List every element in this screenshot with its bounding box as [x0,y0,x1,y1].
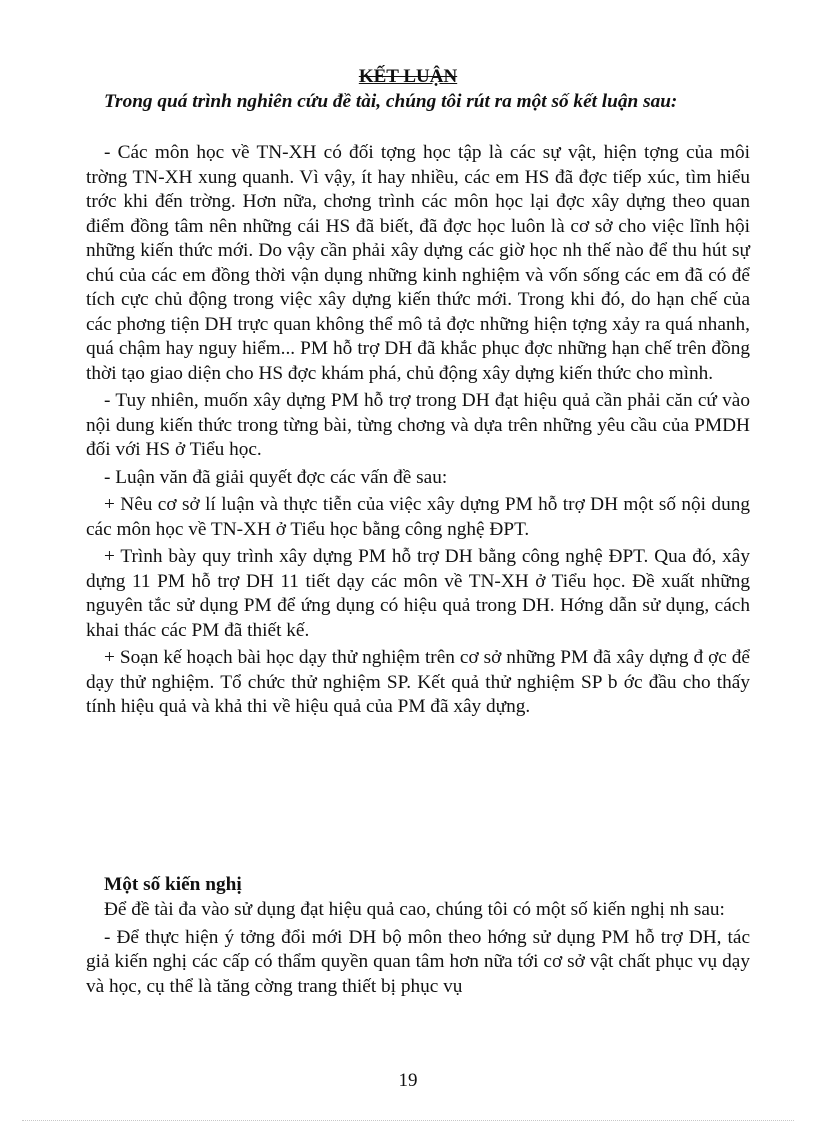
recommendation-paragraph: Để đề tài đa vào sử dụng đạt hiệu quả cao, chúng tôi có một số kiến nghị nh sau: [104,899,725,920]
conclusion-paragraph: + Trình bày quy trình xây dựng PM hỗ trợ DH bằng công nghệ ĐPT. Qua đó, xây dựng 11 PM hỗ trợ DH 11 tiết dạy các môn về TN-XH ở Tiểu học. Đề xuất những nguyên tắc sử dụng PM để ứng dụng có hiệu quả trong DH. Hớng dẫn sử dụng, cách khai thác các PM đã thiết kế. [86,546,750,641]
recommendations-section [86,898,750,1002]
page-title: KẾT LUẬN [358,66,458,87]
intro-paragraph: Trong quá trình nghiên cứu đề tài, chúng tôi rút ra một số kết luận sau: [104,91,678,112]
conclusion-paragraph: - Luận văn đã giải quyết đợc các vấn đề sau: [104,466,448,488]
conclusion-paragraph: - Các môn học về TN-XH có đối tợng học tập là các sự vật, hiện tợng của môi trờng TN-XH xung quanh. Vì vậy, ít hay nhiều, các em HS đã đợc tiếp xúc, tìm hiểu trớc khi đến trờng. Hơn nữa, chơng trình các môn học lại đợc xây dựng theo quan điểm đồng tâm nên những cái HS đã biết, đã đợc học luôn là cơ sở cho việc lĩnh hội những kiến thức mới. Do vậy cần phải xây dựng các giờ học nh thế nào để thu hút sự chú của các em đồng thời vận dụng những kinh nghiệm và vốn sống các em đã có để tích cực chủ động trong việc xây dựng kiến thức mới. Trong khi đó, do hạn chế của các phơng tiện DH trực quan không thể mô tả đợc những hiện tợng xảy ra quá nhanh, quá chậm hay nguy hiểm... PM hỗ trợ DH đã khắc phục đợc những hạn chế trên đồng thời tạo giao diện cho HS đợc khám phá, chủ động xây dựng kiến thức cho mình. [86,142,750,384]
conclusions-section [86,141,750,723]
conclusion-paragraph: + Soạn kế hoạch bài học dạy thử nghiệm trên cơ sở những PM đã xây dựng đ ợc để dạy thử nghiệm. Tổ chức thử nghiệm SP. Kết quả thử nghiệm SP b ớc đầu cho thấy tính hiệu quả và khả thi về hiệu quả của PM đã xây dựng. [86,647,750,717]
recommendations-heading: Một số kiến nghị [104,874,242,895]
conclusion-paragraph: - Tuy nhiên, muốn xây dựng PM hỗ trợ trong DH đạt hiệu quả cần phải căn cứ vào nội dung kiến thức trong từng bài, từng chơng và dựa trên những yêu cầu của PMDH đối với HS ở Tiểu học. [86,390,750,460]
page-number: 19 [398,1070,418,1091]
recommendation-paragraph: - Để thực hiện ý tởng đổi mới DH bộ môn theo hớng sử dụng PM hỗ trợ DH, tác giả kiến nghị các cấp có thẩm quyền quan tâm hơn nữa tới cơ sở vật chất phục vụ dạy và học, cụ thể là tăng cờng trang thiết bị phục vụ [86,926,750,997]
footer-divider [22,1120,794,1121]
conclusion-paragraph: + Nêu cơ sở lí luận và thực tiễn của việc xây dựng PM hỗ trợ DH một số nội dung các môn học về TN-XH ở Tiểu học bằng công nghệ ĐPT. [86,494,750,540]
